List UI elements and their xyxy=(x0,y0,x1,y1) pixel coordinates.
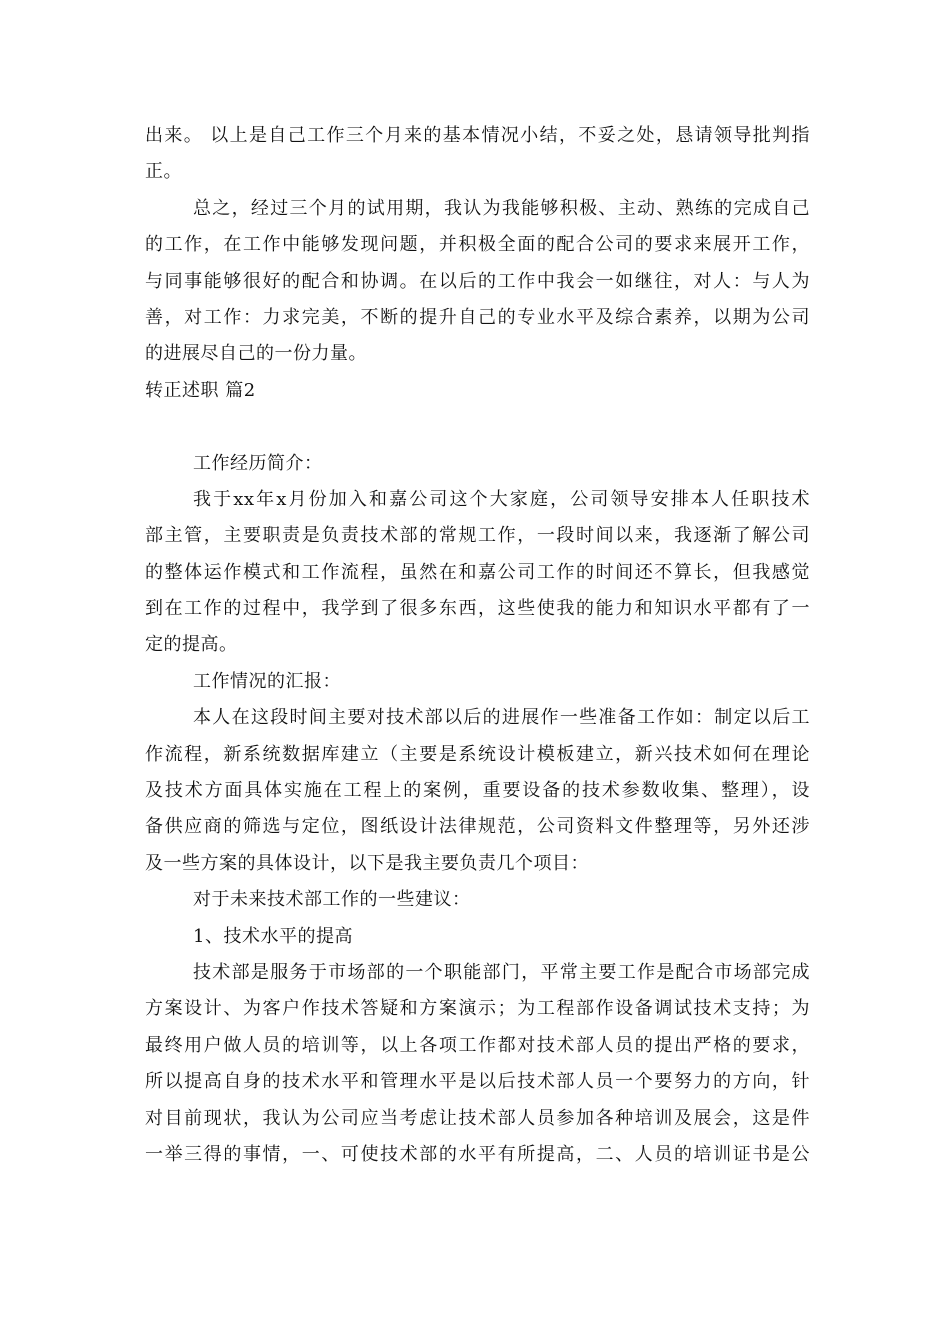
subsection-label: 工作情况的汇报： xyxy=(193,670,341,692)
subsection-label: 工作经历简介： xyxy=(193,452,323,474)
paragraph-line: 技术部是服务于市场部的一个职能部门，平常主要工作是配合市场部完成 xyxy=(193,961,810,983)
section-heading: 转正述职 篇2 xyxy=(145,379,256,401)
paragraph-line: 对目前现状，我认为公司应当考虑让技术部人员参加各种培训及展会，这是件 xyxy=(145,1107,810,1129)
paragraph-line: 的工作，在工作中能够发现问题，并积极全面的配合公司的要求来展开工作， xyxy=(145,234,810,256)
paragraph-line: 一举三得的事情，一、可使技术部的水平有所提高，二、人员的培训证书是公 xyxy=(145,1143,810,1165)
paragraph-line: 到在工作的过程中，我学到了很多东西，这些使我的能力和知识水平都有了一 xyxy=(145,598,810,620)
paragraph-line: 定的提高。 xyxy=(145,634,238,656)
document-body xyxy=(145,118,810,1173)
paragraph-line: 部主管，主要职责是负责技术部的常规工作，一段时间以来，我逐渐了解公司 xyxy=(145,525,810,547)
blank-line xyxy=(145,409,810,445)
paragraph-line: 的整体运作模式和工作流程，虽然在和嘉公司工作的时间还不算长，但我感觉 xyxy=(145,561,810,583)
paragraph-line: 总之，经过三个月的试用期，我认为我能够积极、主动、熟练的完成自己 xyxy=(193,197,810,219)
paragraph-line: 与同事能够很好的配合和协调。在以后的工作中我会一如继往，对人：与人为 xyxy=(145,270,810,292)
paragraph-line: 作流程，新系统数据库建立（主要是系统设计模板建立，新兴技术如何在理论 xyxy=(145,743,810,765)
paragraph-line: 出来。 以上是自己工作三个月来的基本情况小结，不妥之处，恳请领导批判指 xyxy=(145,125,810,146)
paragraph-line: 善，对工作：力求完美，不断的提升自己的专业水平及综合素养，以期为公司 xyxy=(145,306,810,328)
paragraph-line: 我于xx年x月份加入和嘉公司这个大家庭，公司领导安排本人任职技术 xyxy=(193,488,810,510)
paragraph-line: 方案设计、为客户作技术答疑和方案演示；为工程部作设备调试技术支持；为 xyxy=(145,998,810,1020)
paragraph-line: 的进展尽自己的一份力量。 xyxy=(145,343,367,365)
paragraph-line: 正。 xyxy=(145,161,182,183)
subsection-label: 对于未来技术部工作的一些建议： xyxy=(193,889,471,911)
subsection-label: 1、技术水平的提高 xyxy=(193,925,353,947)
paragraph-line: 所以提高自身的技术水平和管理水平是以后技术部人员一个要努力的方向，针 xyxy=(145,1071,810,1093)
paragraph-line: 及一些方案的具体设计，以下是我主要负责几个项目： xyxy=(145,852,589,874)
paragraph-line: 最终用户做人员的培训等，以上各项工作都对技术部人员的提出严格的要求， xyxy=(145,1034,810,1056)
paragraph-line: 及技术方面具体实施在工程上的案例，重要设备的技术参数收集、整理），设 xyxy=(145,780,810,802)
paragraph-line: 备供应商的筛选与定位，图纸设计法律规范，公司资料文件整理等，另外还涉 xyxy=(145,816,810,838)
paragraph-line: 本人在这段时间主要对技术部以后的进展作一些准备工作如：制定以后工 xyxy=(193,707,810,729)
